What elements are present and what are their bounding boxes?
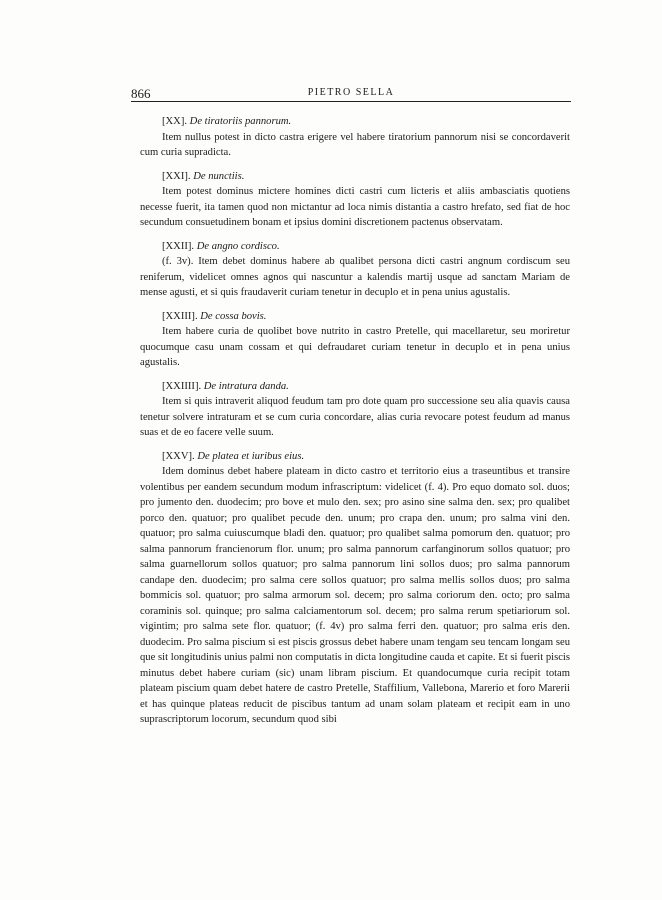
section-title: De cossa bovis. — [200, 310, 267, 322]
page-number: 866 — [131, 86, 151, 101]
section-heading — [140, 114, 570, 130]
section-heading — [140, 449, 570, 465]
section-heading — [140, 239, 570, 255]
section-xxiiii — [140, 379, 570, 441]
section-number: [XXIIII]. — [162, 380, 202, 392]
section-xxv — [140, 449, 570, 728]
section-text: Item habere curia de quolibet bove nutrito in castro Pretelle, qui macellaretur, seu moriretur quocumque casu unam cossam et qui defraudaret curiam tenetur in decuplo et in pena unius agustalis. — [140, 326, 570, 368]
section-title: De intratura danda. — [203, 380, 289, 392]
section-number: [XXII]. — [162, 240, 195, 252]
section-text: Idem dominus debet habere plateam in dicto castro et territorio eius a traseuntibus et transire volentibus per eandem secundum modum infrascriptum: videlicet (f. 4). Pro equo domato sol. duos; pro jumento den. duodecim; pro bove et mulo den. sex; pro asino sine salma den. sex; pro qualibet porco den. quatuor; pro qualibet pecude den. unum; pro crapa den. unum; pro salma vini den. quatuor; pro salma cuiuscumque bladi den. quatuor; pro qualibet salma pomorum den. quatuor; pro salma pannorum francienorum flor. unum; pro salma pannorum carfanginorum sollos quatuor; pro salma guarnellorum sollos quatuor; pro salma pannorum lini sollos duos; pro salma pannorum candape den. duodecim; pro salma cere sollos quatuor; pro salma mellis sollos duos; pro salma bommicis sol. quatuor; pro salma armorum sol. decem; pro salma coriorum den. octo; pro salma coraminis sol. quinque; pro salma calciamentorum sol. decem; pro salma rerum spetiariorum sol. vigintim; pro salma sete flor. quatuor; (f. 4v) pro salma ferri den. quatuor; pro salma eris den. duodecim. Pro salma piscium si est piscis grossus debet habere unam tengam seu tencam longam seu que sit longitudinis unius palmi non computatis in dicta longitudine cauda et capite. Et si fuerit piscis minutus debet habere curiam (sic) unam libram piscium. Et quandocumque curia recipit totam plateam piscium quam debet hatere de castro Pretelle, Staffilium, Vallebona, Marerio et foro Marerii et has quinque plateas reducit de piscibus tantum ad unam solam plateam et recipit eam in uno suprascriptorum locorum, secundum quod sibi — [140, 466, 570, 725]
section-text: (f. 3v). Item debet dominus habere ab qualibet persona dicti castri angnum cordiscum seu reniferum, videlicet omnes agnos qui nascuntur a kalendis martij usque ad sanctam Mariam de mense agusti, et si quis fraudaverit curiam tenetur in decuplo et in pena unius agustalis. — [140, 256, 570, 298]
section-title: De platea et iuribus eius. — [197, 450, 305, 462]
section-heading — [140, 169, 570, 185]
section-title: De angno cordisco. — [196, 240, 280, 252]
section-text: Item nullus potest in dicto castra erigere vel habere tiratorium pannorum nisi se concordaverit cum curia supradicta. — [140, 131, 570, 158]
section-xx — [140, 114, 570, 161]
section-number: [XXIII]. — [162, 310, 198, 322]
section-number: [XXI]. — [162, 170, 191, 182]
section-heading — [140, 379, 570, 395]
section-number: [XXV]. — [162, 450, 195, 462]
section-title: De nunctiis. — [193, 170, 245, 182]
section-text: Item si quis intraverit aliquod feudum tam pro dote quam pro successione seu alia quavis causa tenetur solvere intraturam et se cum curia concordare, alias curia revocare potest feudum ad manus suas et de eo facere velle suum. — [140, 396, 570, 438]
document-body — [140, 114, 570, 736]
section-xxiii — [140, 309, 570, 371]
page-header — [131, 86, 571, 100]
section-xxi — [140, 169, 570, 231]
section-title: De tiratoriis pannorum. — [189, 116, 292, 127]
section-text: Item potest dominus mictere homines dicti castri cum licteris et aliis ambasciatis quotiens necesse fuerit, ita tamen quod non mictantur ad loca nimis distantia a castro hrefato, sed fiat de hoc secundum consuetudinem bonam et ipsius domini discretionem pactenus observatam. — [140, 186, 570, 228]
section-number: [XX]. — [162, 116, 188, 127]
header-rule — [131, 101, 571, 102]
section-heading — [140, 309, 570, 325]
section-xxii — [140, 239, 570, 301]
running-head: PIETRO SELLA — [307, 87, 395, 98]
